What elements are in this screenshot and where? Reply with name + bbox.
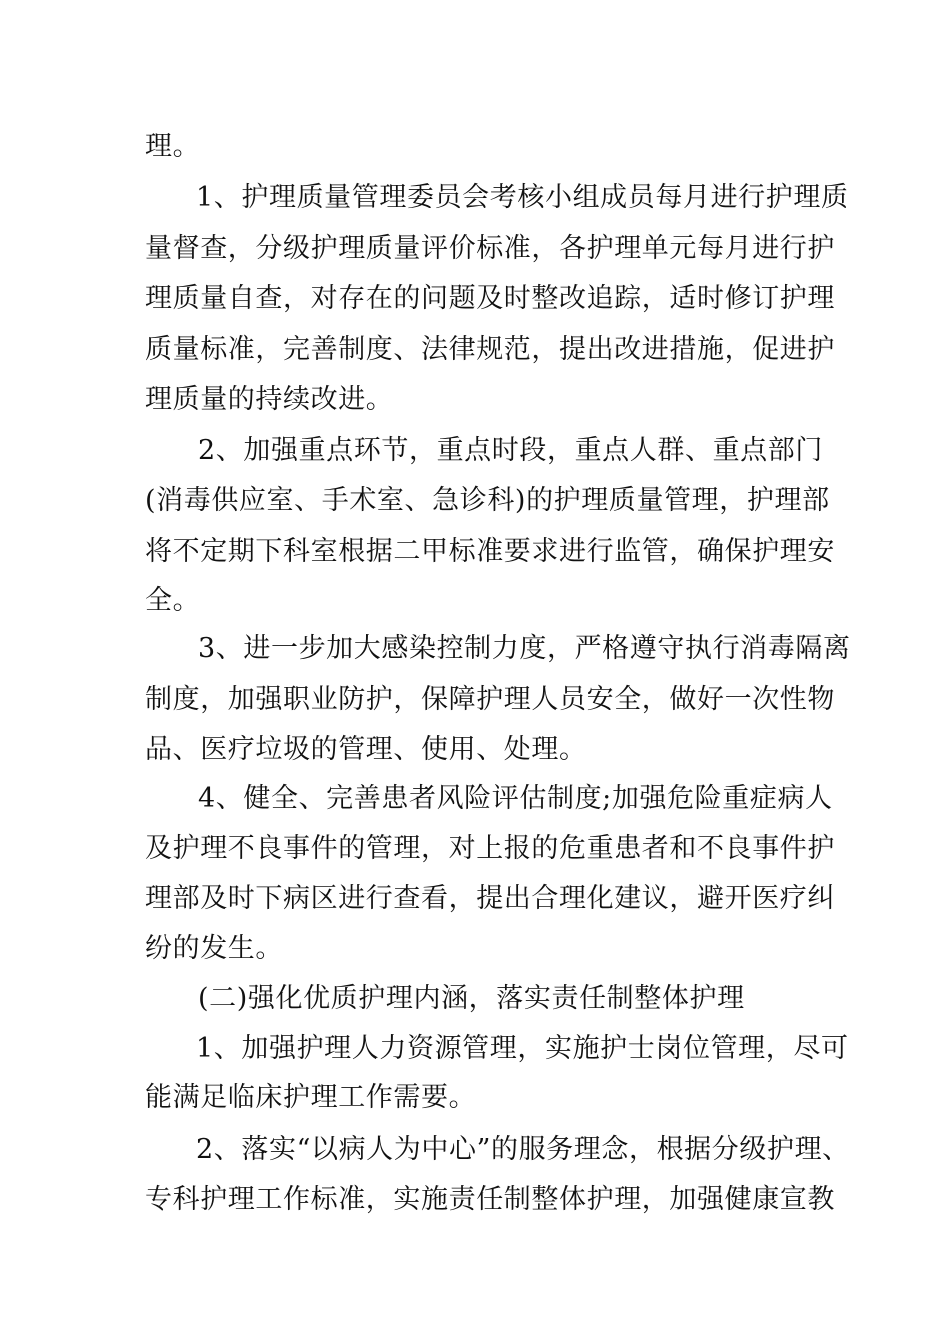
section-heading: (二)强化优质护理内涵，落实责任制整体护理 [198, 983, 745, 1014]
text-line: 制度，加强职业防护，保障护理人员安全，做好一次性物 [145, 684, 835, 715]
text-line: 专科护理工作标准，实施责任制整体护理，加强健康宣教 [145, 1184, 835, 1215]
text-line: 3、进一步加大感染控制力度，严格遵守执行消毒隔离 [198, 633, 851, 664]
text-line: 质量标准，完善制度、法律规范，提出改进措施，促进护 [145, 334, 835, 365]
text-line: 2、加强重点环节，重点时段，重点人群、重点部门 [198, 435, 823, 466]
text-line: 纷的发生。 [145, 933, 283, 964]
text-line: 量督查，分级护理质量评价标准，各护理单元每月进行护 [145, 233, 835, 264]
text-line: 理质量的持续改进。 [145, 384, 394, 415]
text-line: 4、健全、完善患者风险评估制度;加强危险重症病人 [198, 783, 833, 814]
text-line: 能满足临床护理工作需要。 [145, 1082, 477, 1113]
text-line: 品、医疗垃圾的管理、使用、处理。 [145, 734, 587, 765]
text-line: 将不定期下科室根据二甲标准要求进行监管，确保护理安 [145, 536, 835, 567]
text-line: (消毒供应室、手术室、急诊科)的护理质量管理，护理部 [145, 485, 830, 516]
text-line: 理部及时下病区进行查看，提出合理化建议，避开医疗纠 [145, 883, 835, 914]
text-line: 理。 [145, 131, 201, 162]
text-line: 全。 [145, 585, 201, 616]
text-line: 1、护理质量管理委员会考核小组成员每月进行护理质 [196, 182, 849, 213]
text-line: 理质量自查，对存在的问题及时整改追踪，适时修订护理 [145, 283, 835, 314]
text-line: 1、加强护理人力资源管理，实施护士岗位管理，尽可 [196, 1033, 849, 1064]
text-line: 及护理不良事件的管理，对上报的危重患者和不良事件护 [145, 833, 835, 864]
text-line: 2、落实“以病人为中心”的服务理念，根据分级护理、 [196, 1134, 850, 1165]
